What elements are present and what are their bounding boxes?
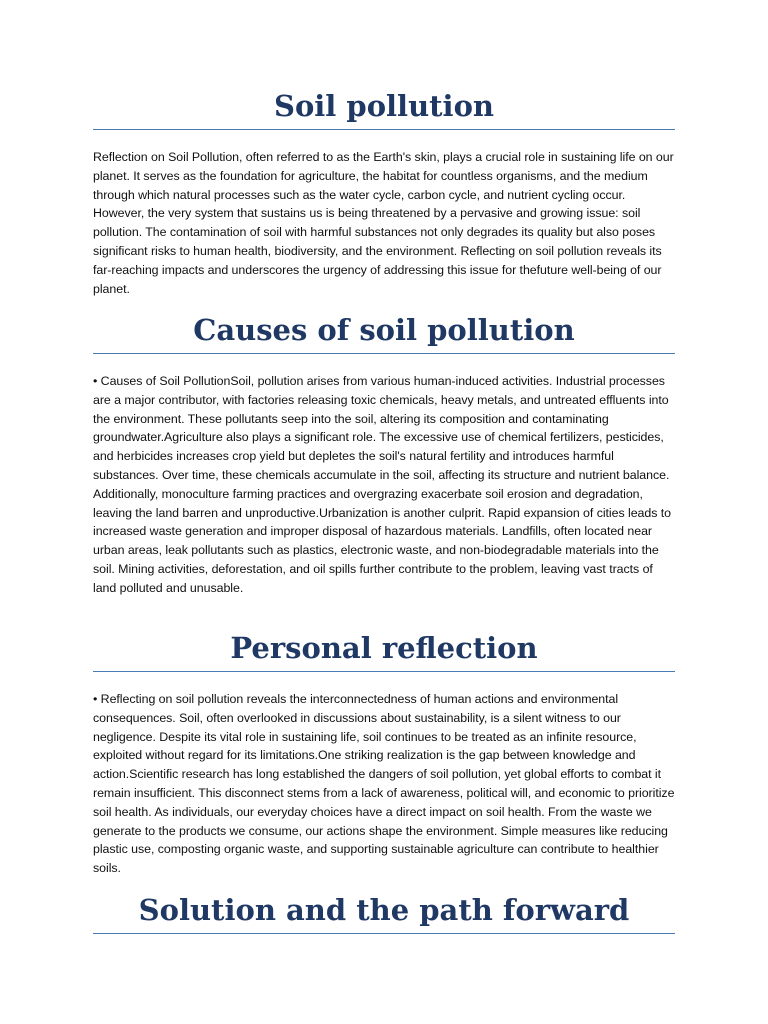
heading-underline bbox=[93, 129, 675, 130]
section-causes bbox=[93, 312, 675, 598]
heading-solution-and-path-forward: Solution and the path forward bbox=[138, 893, 630, 927]
paragraph-personal-reflection: • Reflecting on soil pollution reveals the interconnectedness of human actions and environmental consequences. Soil, often overlooked in discussions about sustainability, is a silent witness to our negligence. Despite its vital role in sustaining life, soil continues to be treated as an infinite resource, exploited without regard for its limitations.One striking realization is the gap between knowledge and action.Scientific research has long established the dangers of soil pollution, yet global efforts to combat it remain insufficient. This disconnect stems from a lack of awareness, political will, and economic to prioritize soil health. As individuals, our everyday choices have a direct impact on soil health. From the waste we generate to the products we consume, our actions shape the environment. Simple measures like reducing plastic use, composting organic waste, and supporting sustainable agriculture can contribute to healthier soils. bbox=[93, 692, 675, 876]
section-soil-pollution bbox=[93, 88, 675, 298]
section-solution bbox=[93, 892, 675, 934]
heading-causes-of-soil-pollution: Causes of soil pollution bbox=[193, 313, 575, 347]
paragraph-causes: • Causes of Soil PollutionSoil, pollution arises from various human-induced activities. Industrial processes are a major contributor, with factories releasing toxic chemicals, heavy metals, and untreated effluents into the environment. These pollutants seep into the soil, altering its composition and contaminating groundwater.Agriculture also plays a significant role. The excessive use of chemical fertilizers, pesticides, and herbicides increases crop yield but depletes the soil's natural fertility and introduces harmful substances. Over time, these chemicals accumulate in the soil, affecting its structure and nutrient balance. Additionally, monoculture farming practices and overgrazing exacerbate soil erosion and degradation, leaving the land barren and unproductive.Urbanization is another culprit. Rapid expansion of cities leads to increased waste generation and improper disposal of hazardous materials. Landfills, often located near urban areas, leak pollutants such as plastics, electronic waste, and non-biodegradable materials into the soil. Mining activities, deforestation, and oil spills further contribute to the problem, leaving vast tracts of land polluted and unusable. bbox=[93, 374, 672, 595]
section-personal-reflection bbox=[93, 630, 675, 878]
heading-personal-reflection: Personal reflection bbox=[230, 631, 538, 665]
paragraph-introduction: Reflection on Soil Pollution, often referred to as the Earth's skin, plays a crucial role in sustaining life on our planet. It serves as the foundation for agriculture, the habitat for countless organisms, and the medium through which natural processes such as the water cycle, carbon cycle, and nutrient cycling occur. However, the very system that sustains us is being threatened by a pervasive and growing issue: soil pollution. The contamination of soil with harmful substances not only degrades its quality but also poses significant risks to human health, biodiversity, and the environment. Reflecting on soil pollution reveals its far-reaching impacts and underscores the urgency of addressing this issue for thefuture well-being of our planet. bbox=[93, 150, 674, 296]
heading-underline bbox=[93, 933, 675, 934]
heading-underline bbox=[93, 353, 675, 354]
heading-soil-pollution: Soil pollution bbox=[274, 89, 494, 123]
heading-underline bbox=[93, 671, 675, 672]
